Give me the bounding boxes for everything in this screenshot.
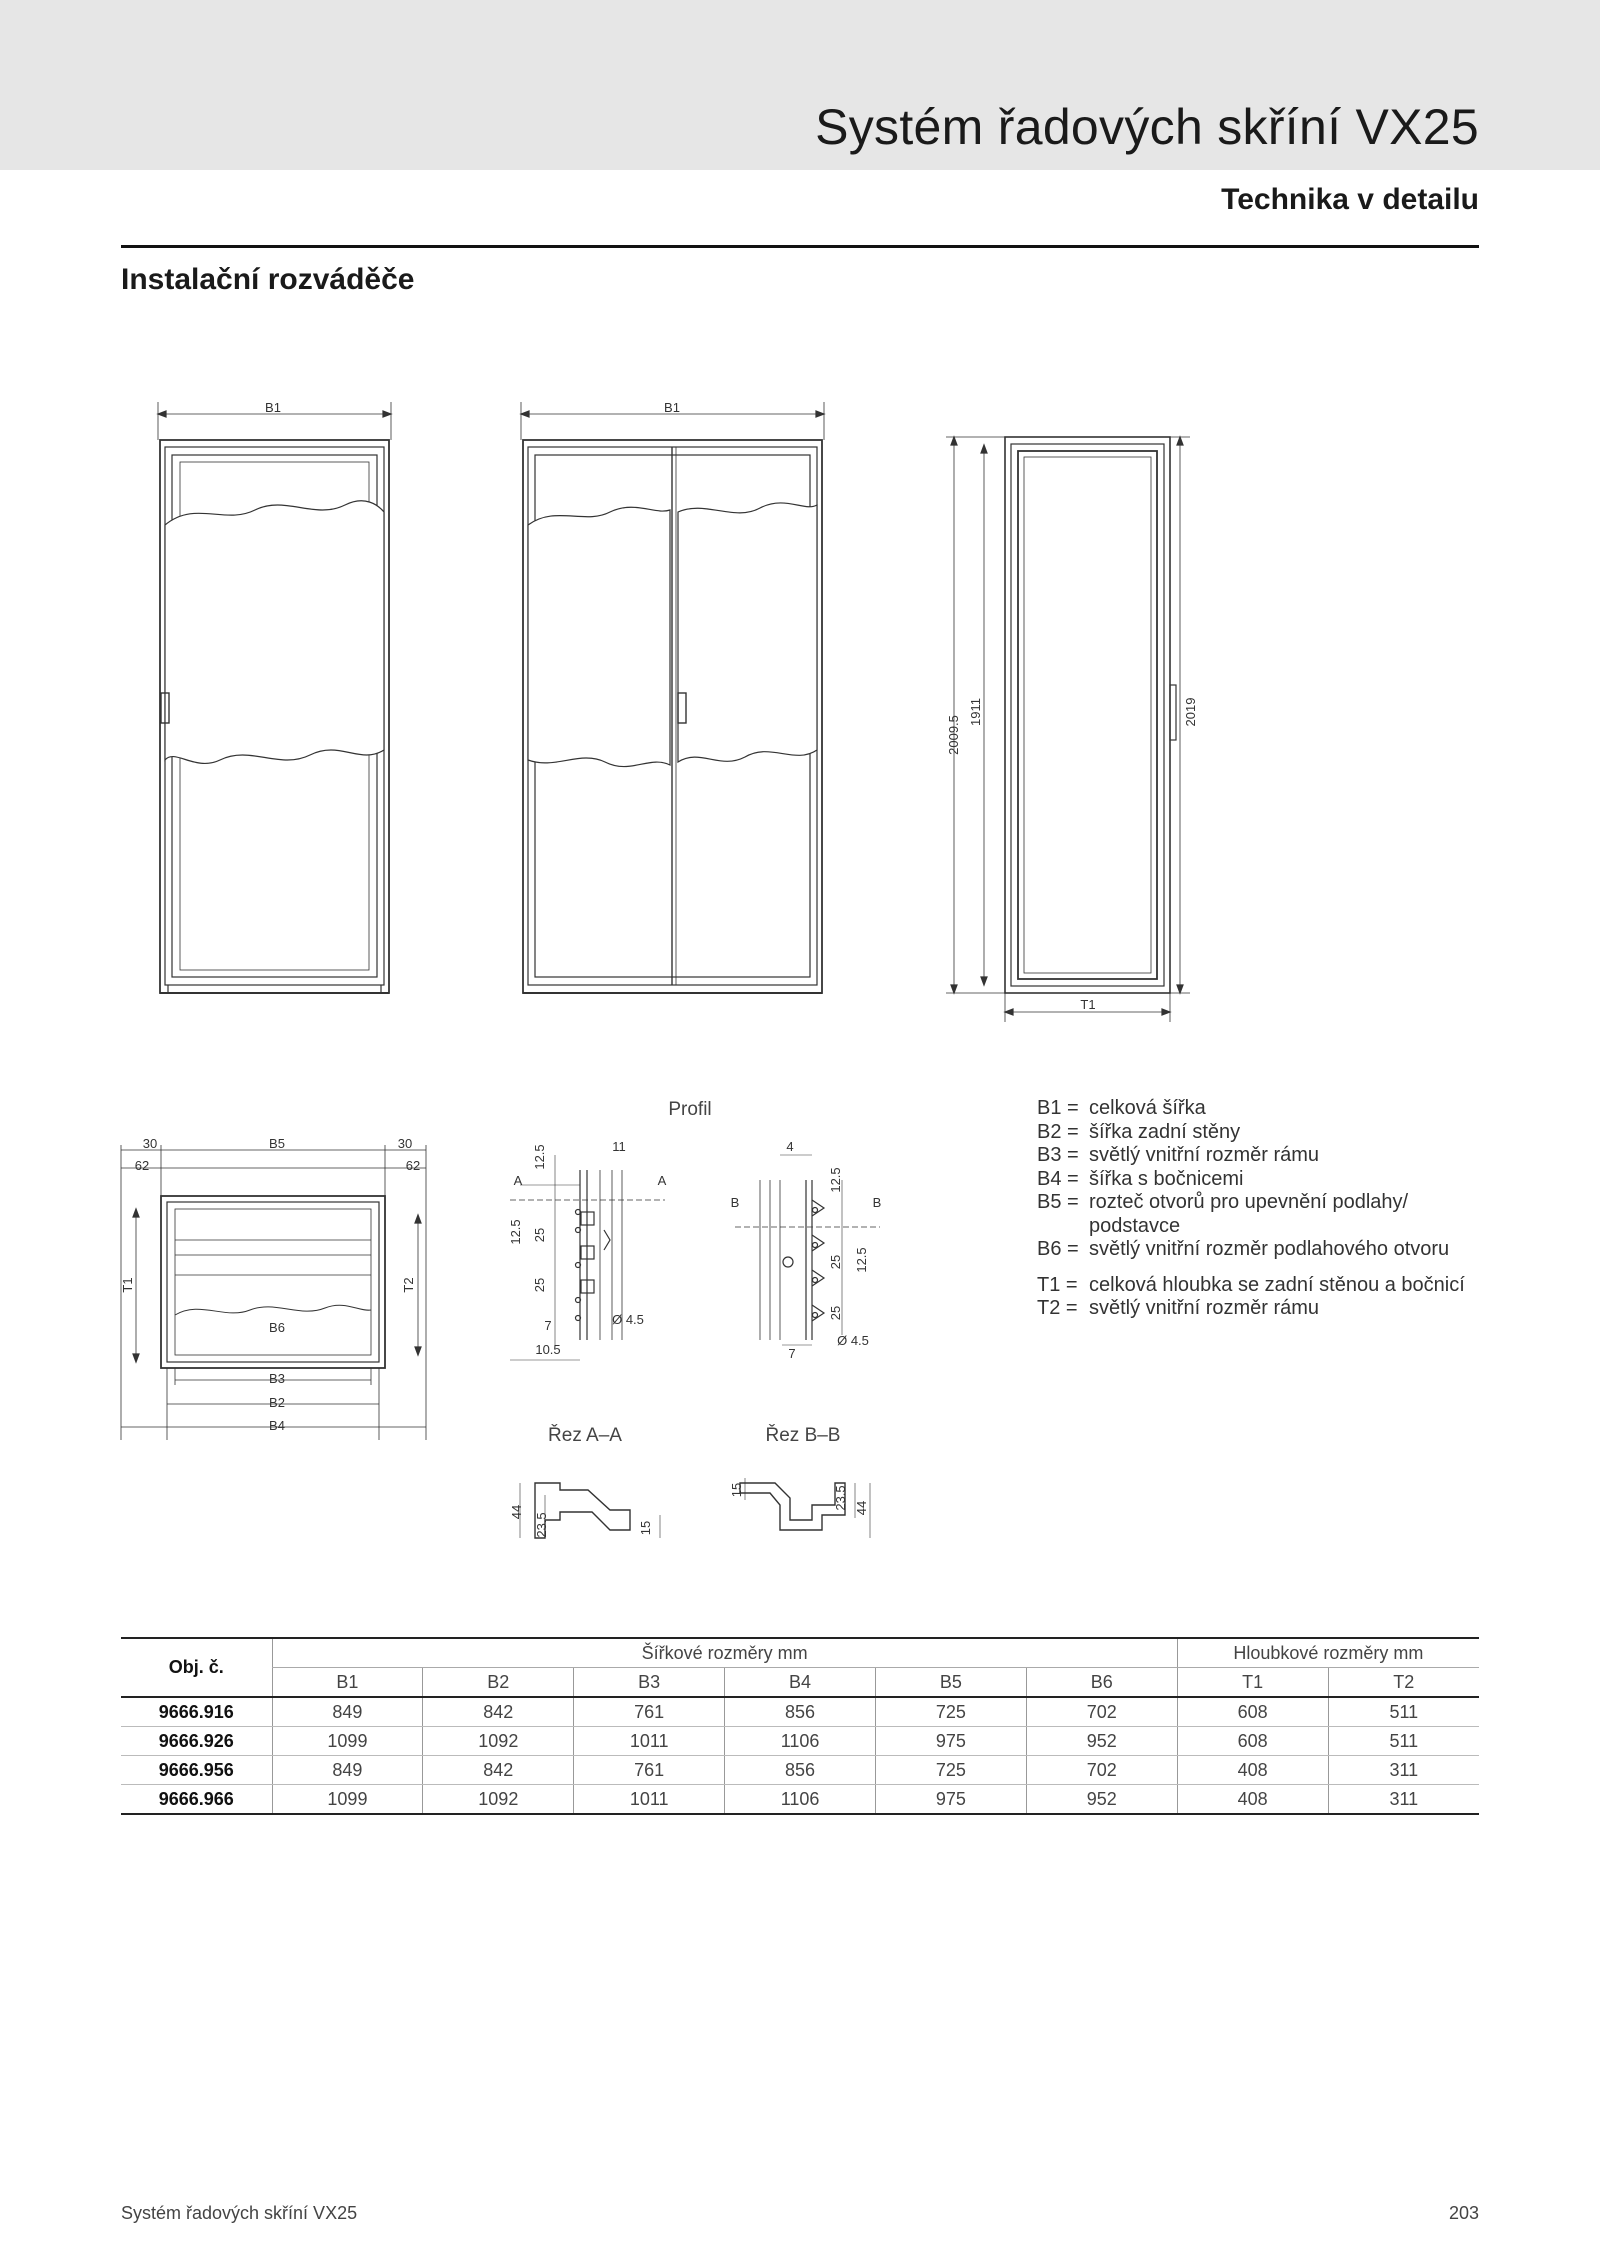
legend-item: B2 = šířka zadní stěny xyxy=(1037,1120,1241,1143)
profile-a-dim-11: 11 xyxy=(612,1139,626,1154)
table-cell: 975 xyxy=(876,1727,1027,1756)
table-cell: 1011 xyxy=(574,1785,725,1815)
profile-a-cut-right: A xyxy=(657,1173,667,1188)
dim-t1-side: T1 xyxy=(1080,997,1096,1012)
page-title: Systém řadových skříní VX25 xyxy=(815,99,1479,155)
dim-height-total: 2019 xyxy=(1183,697,1198,727)
section-bb-drawing xyxy=(740,1478,870,1538)
section-bb-dim-15: 15 xyxy=(729,1482,744,1498)
table-cell: 1106 xyxy=(725,1727,876,1756)
dim-b5: B5 xyxy=(269,1136,285,1151)
section-bb-dim-23-5: 23.5 xyxy=(833,1485,848,1511)
table-cell: 511 xyxy=(1328,1697,1479,1727)
legend-item: B3 = světlý vnitřní rozměr rámu xyxy=(1037,1144,1320,1166)
table-cell: 849 xyxy=(272,1756,423,1785)
dim-b4: B4 xyxy=(269,1418,285,1433)
table-cell: 702 xyxy=(1026,1697,1177,1727)
table-header-t1: T1 xyxy=(1177,1668,1328,1698)
table-cell: 1092 xyxy=(423,1727,574,1756)
table-cell: 608 xyxy=(1177,1727,1328,1756)
page-number: 203 xyxy=(1448,2203,1479,2223)
dim-plan-right-bottom: 62 xyxy=(405,1158,421,1173)
table-cell: 952 xyxy=(1026,1727,1177,1756)
table-cell: 761 xyxy=(574,1697,725,1727)
legend-item: B1 = celková šířka xyxy=(1037,1097,1206,1119)
profile-a-dim-7: 7 xyxy=(544,1318,552,1333)
section-bb-title: Řez B–B xyxy=(765,1425,841,1446)
table-row xyxy=(121,1756,1479,1785)
profile-title: Profil xyxy=(668,1099,712,1120)
dimension-legend xyxy=(1037,1097,1497,1321)
table-row xyxy=(121,1727,1479,1756)
table-cell-code: 9666.926 xyxy=(121,1727,272,1756)
table-header-t2: T2 xyxy=(1328,1668,1479,1698)
table-cell-code: 9666.966 xyxy=(121,1785,272,1815)
section-aa-dim-44: 44 xyxy=(509,1504,524,1520)
table-cell: 1106 xyxy=(725,1785,876,1815)
table-cell: 408 xyxy=(1177,1756,1328,1785)
legend-item: T1 = celková hloubka se zadní stěnou a bočnicí xyxy=(1037,1273,1465,1296)
legend-item: B6 = světlý vnitřní rozměr podlahového otvoru xyxy=(1037,1238,1450,1260)
table-header-depth-group: Hloubkové rozměry mm xyxy=(1177,1638,1479,1668)
dim-plan-left-bottom: 62 xyxy=(134,1158,150,1173)
table-cell: 952 xyxy=(1026,1785,1177,1815)
dim-t2-plan: T2 xyxy=(401,1277,416,1293)
dim-b3: B3 xyxy=(269,1371,285,1386)
dim-t1-plan: T1 xyxy=(120,1277,135,1293)
profile-a-dim-25: 25 xyxy=(532,1227,547,1243)
section-title: Instalační rozváděče xyxy=(121,263,415,296)
profile-b-dim-25: 25 xyxy=(828,1254,843,1270)
table-cell: 725 xyxy=(876,1697,1027,1727)
table-cell: 975 xyxy=(876,1785,1027,1815)
profile-b-dim-12-5: 12.5 xyxy=(854,1247,869,1273)
table-cell-code: 9666.916 xyxy=(121,1697,272,1727)
table-cell: 842 xyxy=(423,1697,574,1727)
section-aa-dim-15: 15 xyxy=(638,1520,653,1536)
dimensions-table xyxy=(121,1637,1479,1815)
section-bb-dim-44: 44 xyxy=(854,1500,869,1516)
table-header-b1: B1 xyxy=(272,1668,423,1698)
table-cell: 702 xyxy=(1026,1756,1177,1785)
table-header-b5: B5 xyxy=(876,1668,1027,1698)
dim-height-inner: 1911 xyxy=(968,698,983,726)
profile-b-dim-7: 7 xyxy=(788,1346,796,1361)
profile-a-dim-10-5: 10.5 xyxy=(535,1342,561,1357)
section-aa-dim-23-5: 23.5 xyxy=(534,1512,549,1538)
table-header-b2: B2 xyxy=(423,1668,574,1698)
table-cell: 1099 xyxy=(272,1727,423,1756)
profile-b-dim-12-5-top: 12.5 xyxy=(828,1167,843,1193)
profile-a-dim-12-5: 12.5 xyxy=(508,1219,523,1245)
dim-b1-double: B1 xyxy=(664,400,680,415)
profile-a-drawing xyxy=(510,1155,665,1360)
table-cell: 725 xyxy=(876,1756,1027,1785)
dim-b2: B2 xyxy=(269,1395,285,1410)
table-header-obj: Obj. č. xyxy=(121,1638,272,1697)
table-cell: 1011 xyxy=(574,1727,725,1756)
dim-plan-left-top: 30 xyxy=(142,1136,158,1151)
profile-a-dim-25-b: 25 xyxy=(532,1277,547,1293)
profile-a-cut-left: A xyxy=(513,1173,523,1188)
table-header-b3: B3 xyxy=(574,1668,725,1698)
table-cell: 311 xyxy=(1328,1785,1479,1815)
table-header-b6: B6 xyxy=(1026,1668,1177,1698)
section-aa-title: Řez A–A xyxy=(548,1425,622,1446)
profile-b-dim-25-b: 25 xyxy=(828,1305,843,1321)
legend-item: T2 = světlý vnitřní rozměr rámu xyxy=(1037,1297,1320,1319)
dim-b1-single: B1 xyxy=(265,400,281,415)
profile-b-cut-left: B xyxy=(730,1195,740,1210)
footer-title: Systém řadových skříní VX25 xyxy=(121,2203,358,2223)
profile-a-dim-12-5-top: 12.5 xyxy=(532,1144,547,1170)
table-cell-code: 9666.956 xyxy=(121,1756,272,1785)
table-cell: 1092 xyxy=(423,1785,574,1815)
table-cell: 511 xyxy=(1328,1727,1479,1756)
table-cell: 608 xyxy=(1177,1697,1328,1727)
profile-b-hole: Ø 4.5 xyxy=(837,1333,869,1348)
table-header-b4: B4 xyxy=(725,1668,876,1698)
table-cell: 856 xyxy=(725,1756,876,1785)
legend-item: B5 = rozteč otvorů pro upevnění podlahy/ xyxy=(1037,1191,1409,1213)
table-cell: 842 xyxy=(423,1756,574,1785)
table-row xyxy=(121,1697,1479,1727)
dim-b6: B6 xyxy=(269,1320,285,1335)
table-cell: 761 xyxy=(574,1756,725,1785)
side-drawing xyxy=(946,437,1190,1022)
legend-item: B4 = šířka s bočnicemi xyxy=(1037,1167,1244,1190)
profile-a-hole: Ø 4.5 xyxy=(612,1312,644,1327)
table-row xyxy=(121,1785,1479,1815)
profile-b-dim-4: 4 xyxy=(786,1139,794,1154)
front-double-drawing xyxy=(521,402,824,993)
page-subtitle: Technika v detailu xyxy=(1221,183,1479,216)
profile-b-cut-right: B xyxy=(872,1195,882,1210)
table-cell: 408 xyxy=(1177,1785,1328,1815)
table-cell: 311 xyxy=(1328,1756,1479,1785)
table-header-width-group: Šířkové rozměry mm xyxy=(272,1638,1177,1668)
table-cell: 856 xyxy=(725,1697,876,1727)
front-single-drawing xyxy=(158,402,391,993)
dim-plan-right-top: 30 xyxy=(397,1136,413,1151)
dim-height-outer: 2009.5 xyxy=(946,715,961,755)
table-cell: 849 xyxy=(272,1697,423,1727)
table-cell: 1099 xyxy=(272,1785,423,1815)
legend-item-continuation: podstavce xyxy=(1089,1214,1181,1237)
